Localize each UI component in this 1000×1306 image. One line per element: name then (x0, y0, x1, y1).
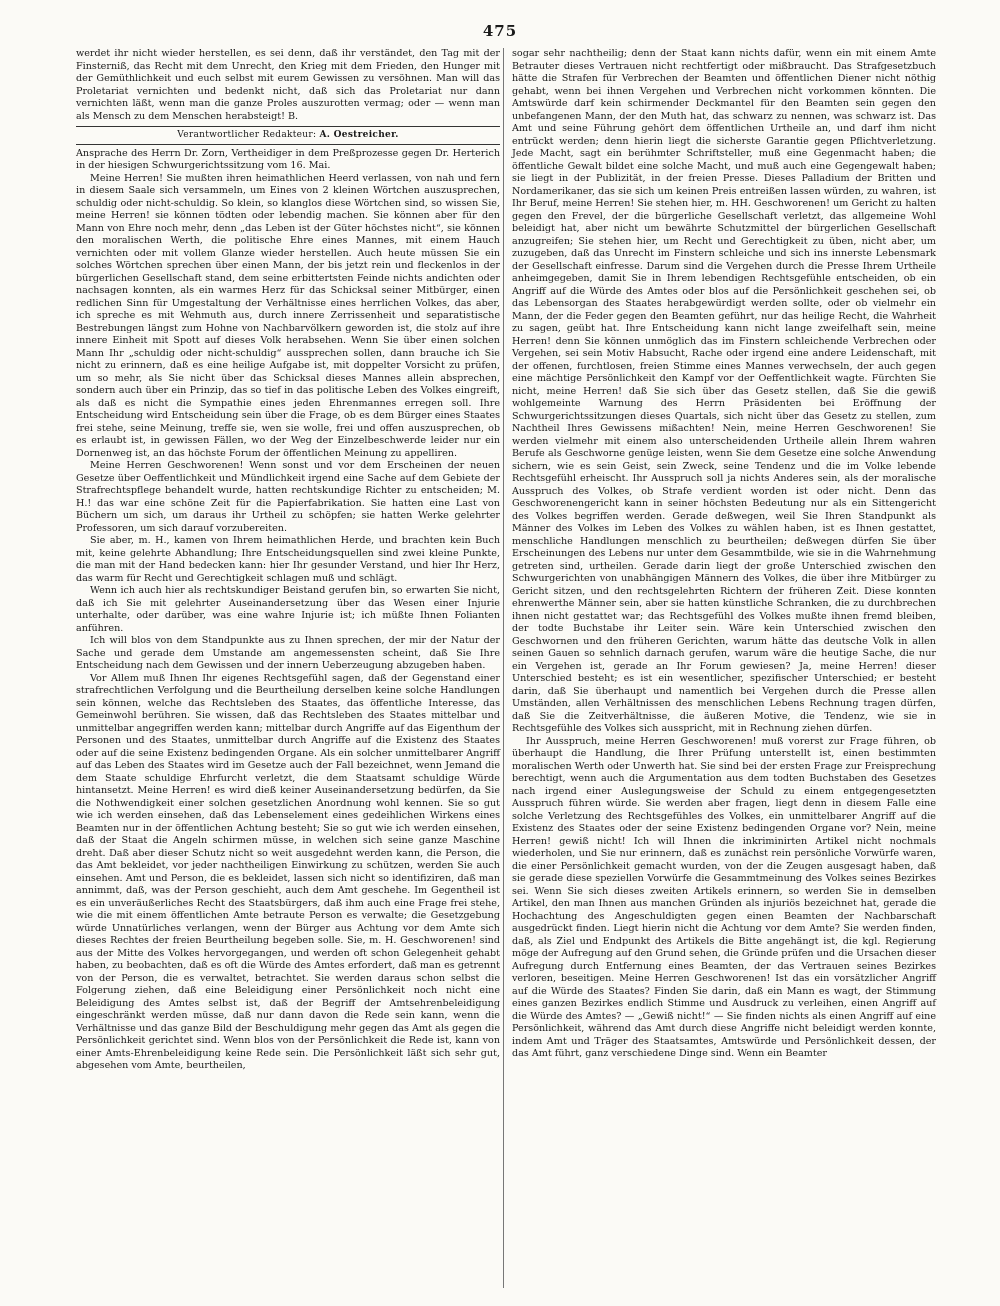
paragraph: Vor Allem muß Ihnen Ihr eigenes Rechtsgefühl sagen, daß der Gegenstand einer strafrechtlichen Verfolgung und die Beurtheilung derselben keine solche Handlungen sein können, welche das Rechtsleben des Staates, das öffentliche Interesse, das Gemeinwohl berühren. Sie wissen, daß das Rechtsleben des Staates mittelbar und unmittelbar angegriffen werden kann; mittelbar durch Angriffe auf das Eigenthum der Personen und des Staates, unmittelbar durch Angriffe auf die Existenz des Staates oder auf die seine Existenz bedingenden Organe. Als ein solcher unmittelbarer Angriff auf das Leben des Staates wird im Gesetze auch der Fall bezeichnet, wenn Jemand die dem Staate schuldige Ehrfurcht verletzt, die dem Staatsamt schuldige Würde hintansetzt. Meine Herren! es wird dieß keiner Auseinandersetzung bedürfen, da Sie die Nothwendigkeit einer solchen gesetzlichen Anordnung wohl kennen. Sie so gut wie ich werden einsehen, daß das Lebenselement eines gedeihlichen Wirkens eines Beamten nur in der öffentlichen Achtung besteht; Sie so gut wie ich werden einsehen, daß der Staat die Angeln schirmen müsse, in welchen sich seine ganze Maschine dreht. Daß aber dieser Schutz nicht so weit ausgedehnt werden kann, die Person, die das Amt bekleidet, vor jeder nachtheiligen Einwirkung zu schützen, werden Sie auch einsehen. Amt und Person, die es bekleidet, lassen sich nicht so identifiziren, daß man annimmt, daß, was der Person geschieht, auch dem Amt geschehe. Im Gegentheil ist es ein unveräußerliches Recht des Staatsbürgers, daß ihm auch eine Frage frei stehe, wie die mit einem öffentlichen Amte betraute Person es verwalte; die Gesetzgebung würde Unnatürliches verlangen, wenn der Bürger aus Achtung vor dem Amte sich dieses Rechtes der freien Beurtheilung begeben solle. Sie, m. H. Geschworenen! sind aus der Mitte des Volkes hervorgegangen, und werden oft schon Gelegenheit gehabt haben, zu beobachten, daß es oft die Würde des Amtes erfordert, daß man es getrennt von der Person, die es verwaltet, betrachtet. Sie werden daraus schon selbst die Folgerung ziehen, daß eine Beleidigung einer Persönlichkeit noch nicht eine Beleidigung des Amtes selbst ist, daß der Begriff der Amtsehrenbeleidigung eingeschränkt werden müsse, daß nur dann davon die Rede sein kann, wenn die Verhältnisse und das ganze Bild der Beschuldigung mehr gegen das Amt als gegen die Persönlichkeit gerichtet sind. Wenn blos von der Persönlichkeit die Rede ist, kann von einer Amts-Ehrenbeleidigung keine Rede sein. Die Persönlichkeit läßt sich sehr gut, abgesehen vom Amte, beurtheilen, (76, 672, 500, 1071)
page-number: 475 (482, 22, 518, 40)
paragraph: sogar sehr nachtheilig; denn der Staat kann nichts dafür, wenn ein mit einem Amte Betrauter dieses Vertrauen nicht rechtfertigt oder mißbraucht. Das Strafgesetzbuch hätte die Strafen für Verbrechen der Beamten und öffentlichen Diener nicht nöthig gehabt, wenn bei ihnen Vergehen und Verbrechen nicht vorkommen könnten. Die Amtswürde darf kein schirmender Deckmantel für den Beamten sein gegen den unbefangenen Mann, der den Muth hat, das schwarz zu nennen, was schwarz ist. Das Amt und seine Führung gehört dem öffentlichen Urtheile an, und darf ihm nicht entrückt werden; denn hierin liegt die sicherste Garantie gegen Pflichtverletzung. Jede Macht, sagt ein berühmter Schriftsteller, muß eine Gegenmacht haben; die öffentliche Gewalt bildet eine solche Macht, und muß auch eine Gegengewalt haben; sie liegt in der Publizität, in der freien Presse. Dieses Palladium der Britten und Nordamerikaner, das sie sich um keinen Preis entreißen lassen würden, zu wahren, ist Ihr Beruf, meine Herren! Sie stehen hier, m. HH. Geschworenen! um Gericht zu halten gegen den Frevel, der die bürgerliche Gesellschaft verletzt, das allgemeine Wohl beleidigt hat, aber nicht um bewährte Schutzmittel der bürgerlichen Gesellschaft anzugreifen; Sie stehen hier, um Recht und Gerechtigkeit zu üben, nicht aber, um zuzugeben, daß das Unrecht im Finstern schleiche und sich ins innerste Lebensmark der Gesellschaft einfresse. Darum sind die Vergehen durch die Presse Ihrem Urtheile anheimgegeben, damit Sie in Ihrem lebendigen Rechtsgefühle entscheiden, ob ein Angriff auf die Würde des Amtes oder blos auf die Persönlichkeit geschehen sei, ob das Lebensorgan des Staates herabgewürdigt werden sollte, oder ob vielmehr ein Mann, der die Feder gegen den Beamten geführt, nur das heilige Recht, die Wahrheit zu sagen, geübt hat. Ihre Entscheidung kann nicht lange zweifelhaft sein, meine Herren! denn Sie können unmöglich das im Finstern schleichende Verbrechen oder Vergehen, sei sein Motiv Habsucht, Rache oder irgend eine andere Leidenschaft, mit der offenen, furchtlosen, freien Stimme eines Mannes verwechseln, der auch gegen eine mächtige Persönlichkeit den Kampf vor der Oeffentlichkeit wagte. Fürchten Sie nicht, meine Herren! daß Sie sich über das Gesetz stellen, daß Sie die gewiß wohlgemeinte Warnung des Herrn Präsidenten bei Eröffnung der Schwurgerichtssitzungen dieses Quartals, sich nicht über das Gesetz zu stellen, zum Nachtheil Ihres Gewissens mißachten! Nein, meine Herren Geschworenen! Sie werden vielmehr mit einem also unterscheidenden Urtheile allein Ihrem wahren Berufe als Geschworne genüge leisten, wenn Sie dem Gesetze eine solche Anwendung sichern, wie es sein Geist, sein Zweck, seine Tendenz und die im Volke lebende Rechtsgefühl erheischt. Ihr Ausspruch soll ja nichts Anderes sein, als der moralische Ausspruch des Volkes, ob Strafe verdient worden ist oder nicht. Denn das Geschworenengericht kann in seiner höchsten Bedeutung nur als ein Sittengericht des Volkes begriffen werden. Gerade deßwegen, weil Sie Ihren Standpunkt als Männer des Volkes im Leben des Volkes zu wählen haben, ist es Ihnen gestattet, menschliche Handlungen menschlich zu beurtheilen; deßwegen dürfen Sie über Erscheinungen des Lebens nur unter dem Gesammtbilde, wie sie in die Wahrnehmung getreten sind, urtheilen. Gerade darin liegt der große Unterschied zwischen den Schwurgerichten von unabhängigen Männern des Volkes, die über ihre Mitbürger zu Gericht sitzen, und den rechtsgelehrten Richtern der früheren Zeit. Diese konnten ehrenwerthe Männer sein, aber sie hatten künstliche Schranken, die zu durchbrechen ihnen nicht gestattet war; das Rechtsgefühl des Volkes mußte ihnen fremd bleiben, der todte Buchstabe ihr Leiter sein. Wäre kein Unterschied zwischen den Geschwornen und den früheren Gerichten, warum hätte das deutsche Volk in allen seinen Gauen so sehnlich darnach gerufen, warum wäre die heutige Sache, die nur ein Vergehen ist, gerade an Ihr Forum gewiesen? Ja, meine Herren! dieser Unterschied besteht; es ist ein wesentlicher, spezifischer Unterschied; er besteht darin, daß Sie überhaupt und namentlich bei Vergehen durch die Presse allen Umständen, allen Verhältnissen des menschlichen Lebens Rechnung tragen dürfen, daß Sie die Zeitverhältnisse, die äußeren Motive, die Tendenz, wie sie in Rechtsgefühle des Volkes sich ausspricht, mit in Rechnung ziehen dürfen. (512, 48, 936, 734)
paragraph: Sie aber, m. H., kamen von Ihrem heimathlichen Herde, und brachten kein Buch mit, keine gelehrte Abhandlung; Ihre Entscheidungsquellen sind zwei kleine Punkte, die man mit der Hand bedecken kann: hier Ihr gesunder Verstand, und hier Ihr Herz, das warm für Recht und Gerechtigkeit schlagen muß und schlägt. (76, 535, 500, 584)
intro-paragraph: werdet ihr nicht wieder herstellen, es sei denn, daß ihr verständet, den Tag mit der Finsterniß, das Recht mit dem Unrecht, den Krieg mit dem Frieden, den Hunger mit der Gemüthlichkeit und euch selbst mit eurem Gewissen zu versöhnen. Man will das Proletariat vernichten und bedenkt nicht, daß sich das Proletariat nur dann vernichten läßt, wenn man die ganze Proles auszurotten vermag; oder — wenn man als Mensch zu dem Menschen herabsteigt! B. (76, 48, 500, 122)
paragraph: Wenn ich auch hier als rechtskundiger Beistand gerufen bin, so erwarten Sie nicht, daß ich Sie mit gelehrter Auseinandersetzung über das Wesen einer Injurie unterhalte, oder darüber, was eine wahre Injurie ist; ich müßte Ihnen Folianten anführen. (76, 585, 500, 634)
right-column (512, 48, 936, 1061)
speech-title: Ansprache des Herrn Dr. Zorn, Vertheidiger in dem Preßprozesse gegen Dr. Herterich in der hiesigen Schwurgerichtssitzung vom 16. Mai. (76, 147, 500, 171)
editor-name: A. Oestreicher. (319, 130, 399, 140)
left-column (76, 48, 500, 1073)
paragraph: Ich will blos von dem Standpunkte aus zu Ihnen sprechen, der mir der Natur der Sache und gerade dem Umstande am angemessensten scheint, daß Sie Ihre Entscheidung nach dem Gewissen und der innern Ueberzeugung abzugeben haben. (76, 635, 500, 671)
editor-line (76, 126, 500, 145)
editor-label: Verantwortlicher Redakteur: (177, 130, 317, 140)
column-divider (503, 48, 504, 1288)
paragraph: Meine Herren! Sie mußten ihren heimathlichen Heerd verlassen, von nah und fern in diesem Saale sich versammeln, um Eines von 2 kleinen Wörtchen auszusprechen, schuldig oder nicht-schuldig. So klein, so klanglos diese Wörtchen sind, so wissen Sie, meine Herren! sie können tödten oder lebendig machen. Sie können aber für den Mann von Ehre noch mehr, denn „das Leben ist der Güter höchstes nicht“, sie können den moralischen Werth, die politische Ehre eines Mannes, mit einem Hauch vernichten oder mit vollem Glanze wieder herstellen. Auch heute müssen Sie ein solches Wörtchen sprechen über einen Mann, der bis jetzt rein und fleckenlos in der bürgerlichen Gesellschaft stand, dem seine erbittertsten Feinde nichts andichten oder nachsagen konnten, als ein warmes Herz für das Schicksal seiner Mitbürger, einen redlichen Sinn für Umgestaltung der Verhältnisse eines herrlichen Volkes, das aber, ich spreche es mit Wehmuth aus, durch innere Zerrissenheit und separatistische Bestrebungen längst zum Hohne von Nachbarvölkern geworden ist, die stolz auf ihre innere Einheit mit Spott auf dieses Volk herabsehen. Wenn Sie über einen solchen Mann Ihr „schuldig oder nicht-schuldig“ aussprechen sollen, dann brauche ich Sie nicht zu erinnern, daß es eine heilige Aufgabe ist, mit doppelter Vorsicht zu prüfen, um so mehr, als Sie nicht über das Schicksal dieses Mannes allein absprechen, sondern auch über ein Prinzip, das so tief in das politische Leben des Volkes eingreift, als daß es nicht die Sympathie eines jeden Ehrenmannes erregen soll. Ihre Entscheidung wird Entscheidung sein über die Frage, ob es dem Bürger eines Staates frei stehe, seine Meinung, treffe sie, wen sie wolle, frei und offen auszusprechen, ob es erlaubt ist, in gewissen Fällen, wo der Weg der Einzelbeschwerde leider nur ein Dornenweg ist, an das höchste Forum der öffentlichen Meinung zu appelliren. (76, 172, 500, 459)
paragraph: Meine Herren Geschworenen! Wenn sonst und vor dem Erscheinen der neuen Gesetze über Oeffentlichkeit und Mündlichkeit irgend eine Sache auf dem Gebiete der Strafrechtspflege behandelt wurde, hatten rechtskundige Richter zu entscheiden; M. H.! das war eine schöne Zeit für die Papierfabrikation. Sie hatten eine Last von Büchern um sich, um daraus ihr Urtheil zu schöpfen; sie hatten Werke gelehrter Professoren, um sich darauf vorzubereiten. (76, 460, 500, 534)
paragraph: Ihr Ausspruch, meine Herren Geschworenen! muß vorerst zur Frage führen, ob überhaupt die Handlung, die Ihrer Prüfung unterstellt ist, einen bestimmten moralischen Werth oder Unwerth hat. Sie sind bei der ersten Frage zur Freisprechung berechtigt, wenn auch die Argumentation aus dem todten Buchstaben des Gesetzes nach irgend einer Auslegungsweise der Schuld zu einem entgegengesetzten Ausspruch führen würde. Sie werden aber fragen, liegt denn in diesem Falle eine solche Verletzung des Rechtsgefühles des Volkes, ein unmittelbarer Angriff auf die Existenz des Staates oder der seine Existenz bedingenden Organe vor? Nein, meine Herren! gewiß nicht! Ich will Ihnen die inkriminirten Artikel nicht nochmals wiederholen, und Sie nur erinnern, daß es zunächst rein persönliche Vorwürfe waren, die einer Persönlichkeit gemacht wurden, von der die Zeugen ausgesagt haben, daß sie gerade diese speziellen Vorwürfe die Gesammtmeinung des Volkes seines Bezirkes sei. Wenn Sie sich dieses zweiten Artikels erinnern, so werden Sie in demselben Artikel, den man Ihnen aus manchen Gründen als injuriös bezeichnet hat, gerade die Hochachtung des Angeschuldigten gegen einen Beamten der Nachbarschaft ausgedrückt finden. Liegt hierin nicht die Achtung vor dem Amte? Sie werden finden, daß, als Ziel und Endpunkt des Artikels die Bitte angehängt ist, die kgl. Regierung möge der Aufregung auf den Grund sehen, die Gründe prüfen und die Ursachen dieser Aufregung durch Entfernung eines Beamten, der das Vertrauen seines Bezirkes verloren, beseitigen. Meine Herren Geschworenen! Ist das ein vorsätzlicher Angriff auf die Würde des Staates? Finden Sie darin, daß ein Mann es wagt, der Stimmung eines ganzen Bezirkes endlich Stimme und Ausdruck zu verleihen, einen Angriff auf die Würde des Amtes? — „Gewiß nicht!“ — Sie finden nichts als einen Angriff auf eine Persönlichkeit, während das Amt durch diese Angriffe nicht beleidigt werden konnte, indem Amt und Träger des Staatsamtes, Amtswürde und Persönlichkeit dessen, der das Amt führt, ganz verschiedene Dinge sind. Wenn ein Beamter (512, 735, 936, 1059)
